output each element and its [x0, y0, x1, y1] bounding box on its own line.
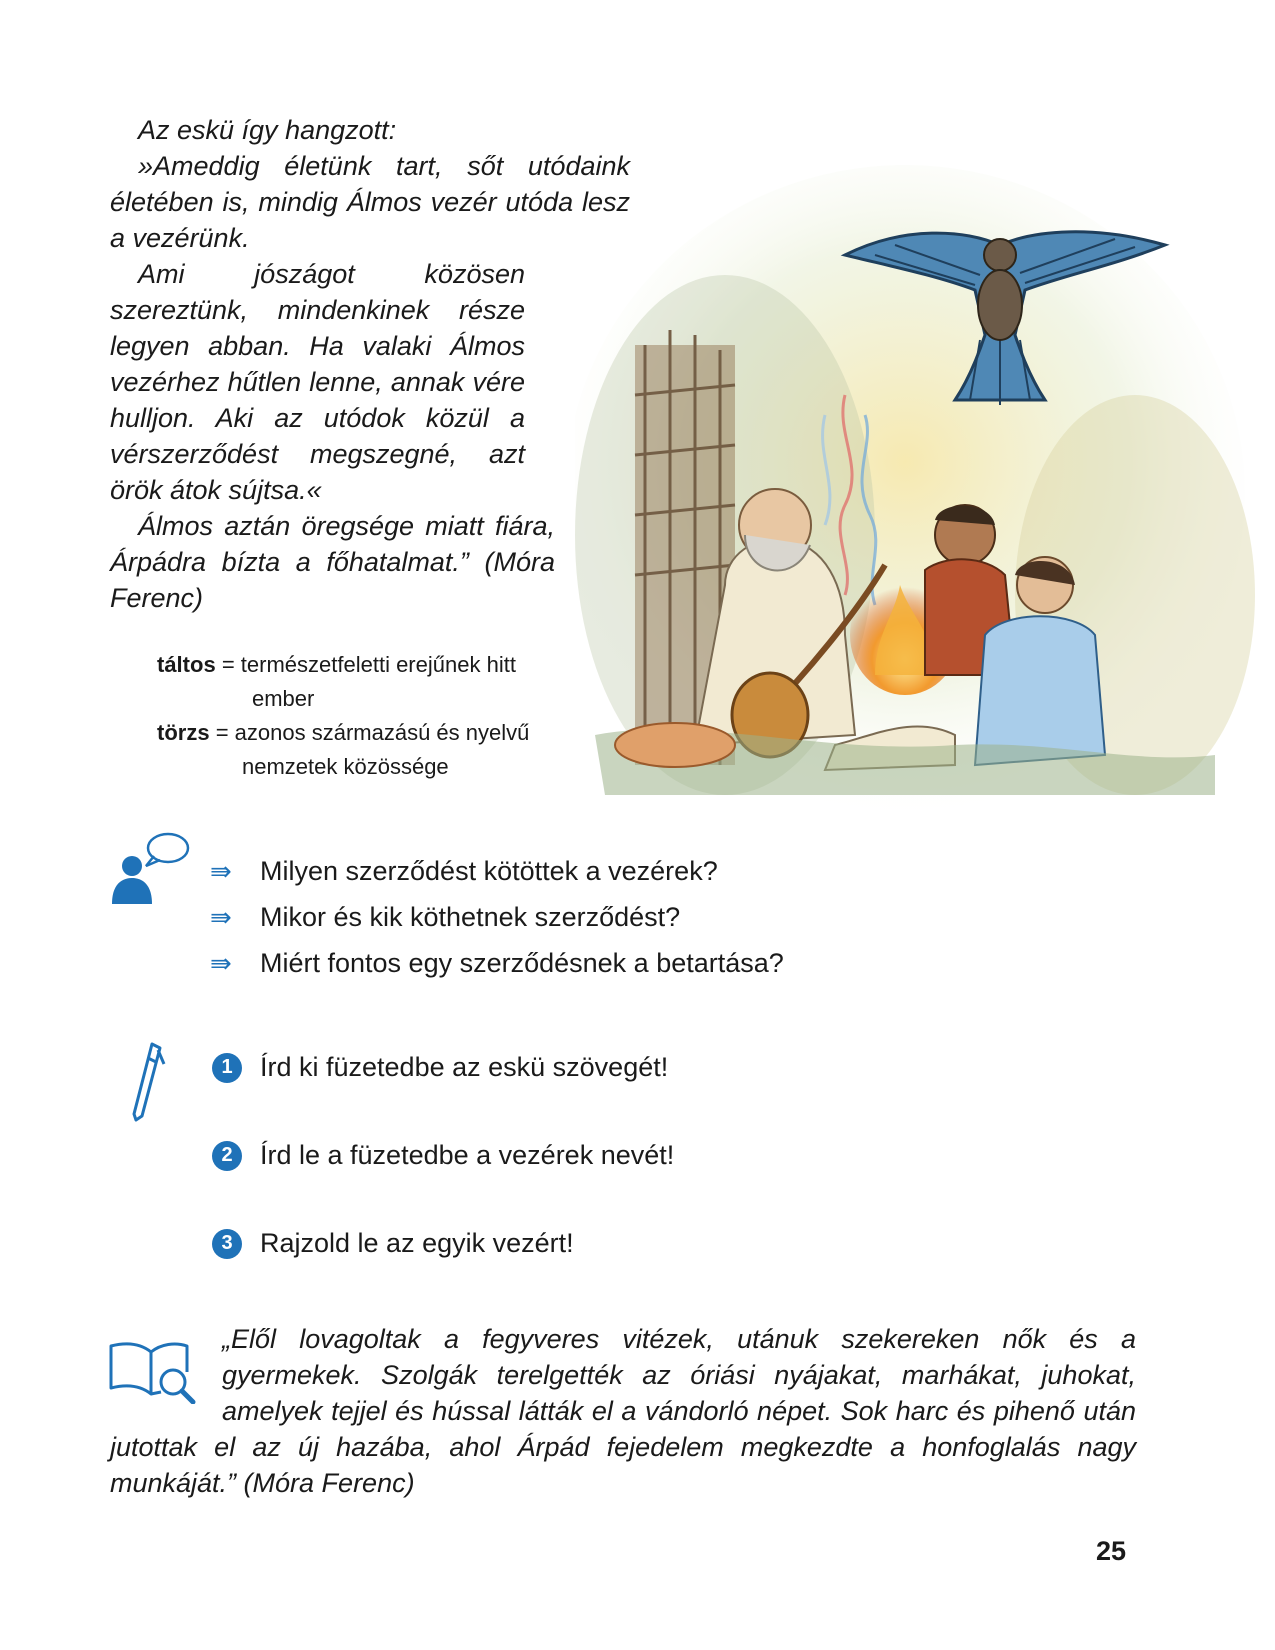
reading-icon-spacer: [110, 1321, 222, 1429]
question-item: [210, 848, 784, 894]
pen-icon: [128, 1040, 168, 1124]
arrow-icon: ⇛: [210, 948, 232, 978]
task-item: [212, 1052, 668, 1083]
arrow-icon: ⇛: [210, 856, 232, 886]
task-item: [212, 1140, 674, 1171]
oath-paragraph-1: »Ameddig életünk tart, sőt utódaink életében is, mindig Álmos vezér utóda lesz a vezérünk.: [110, 151, 630, 253]
oath-paragraph-3: Álmos aztán öregsége miatt fiára, Árpádra bízta a főhatalmat.” (Móra Ferenc): [110, 511, 555, 613]
discussion-questions: [210, 848, 784, 986]
page-number: 25: [1096, 1536, 1127, 1566]
task-item: [212, 1228, 574, 1259]
task-number-badge: 1: [212, 1053, 242, 1083]
glossary-definition-cont: ember: [252, 686, 315, 711]
glossary-term: törzs: [157, 720, 210, 745]
speech-person-icon: [110, 832, 190, 904]
oath-quote: [110, 112, 630, 616]
glossary-definition: azonos származású és nyelvű: [234, 720, 530, 745]
oath-intro: Az eskü így hangzott:: [138, 115, 397, 145]
question-item: [210, 940, 784, 986]
glossary-definition: természetfeletti erejűnek hitt: [240, 652, 516, 677]
task-number-badge: 2: [212, 1141, 242, 1171]
task-text: Írd le a füzetedbe a vezérek nevét!: [260, 1140, 675, 1170]
campfire-illustration: [575, 115, 1265, 820]
question-text: Mikor és kik köthetnek szerződést?: [260, 902, 681, 932]
glossary-entry: [157, 716, 597, 750]
arrow-icon: ⇛: [210, 902, 232, 932]
glossary: [157, 648, 597, 784]
glossary-definition-cont: nemzetek közössége: [242, 754, 449, 779]
task-text: Rajzold le az egyik vezért!: [260, 1228, 574, 1258]
glossary-entry: [157, 648, 597, 682]
task-number-badge: 3: [212, 1229, 242, 1259]
glossary-term: táltos: [157, 652, 216, 677]
question-text: Milyen szerződést kötöttek a vezérek?: [260, 856, 718, 886]
question-text: Miért fontos egy szerződésnek a betartása?: [260, 948, 784, 978]
reading-text: „Elől lovagoltak a fegyveres vitézek, utánuk szekereken nők és a gyermekek. Szolgák terelgették az óriási nyájakat, marhákat, juhokat, amelyek tejjel és hússal látták el a vándorló népet. Sok harc és pihenő után jutottak el az új hazába, ahol Árpád fejedelem megkezdte a honfoglalás nagy munkáját.” (Móra Ferenc): [110, 1324, 1136, 1498]
task-text: Írd ki füzetedbe az eskü szövegét!: [260, 1052, 669, 1082]
reading-passage: [110, 1321, 1136, 1501]
question-item: [210, 894, 784, 940]
glossary-separator: =: [215, 720, 229, 745]
glossary-separator: =: [221, 652, 235, 677]
oath-paragraph-2: Ami jószágot közösen szereztünk, mindenkinek része legyen abban. Ha valaki Álmos vezérhez hűtlen lenne, annak vére hulljon. Aki az utódok közül a vérszerződést megszegné, azt örök átok sújtsa.«: [110, 259, 525, 505]
